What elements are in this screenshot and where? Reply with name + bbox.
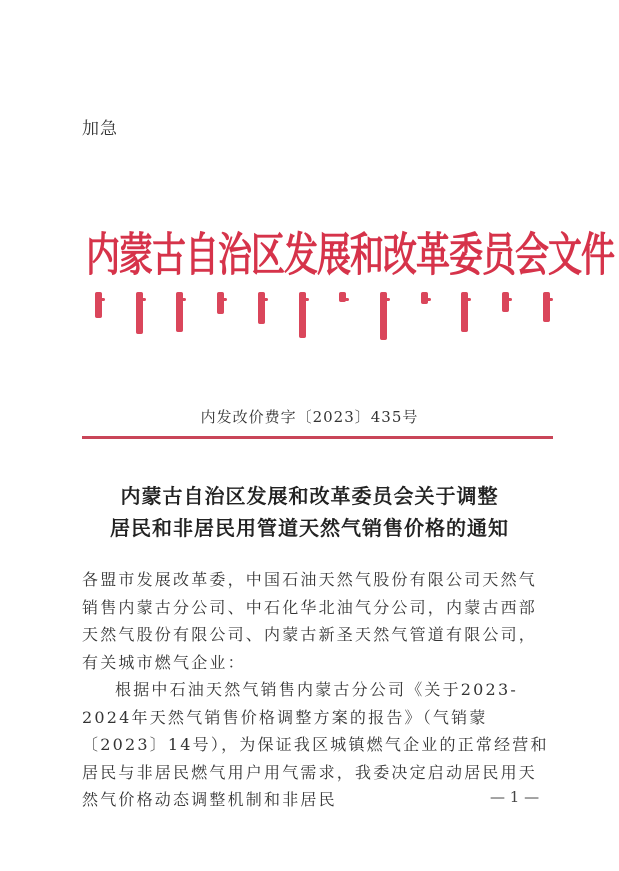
urgency-label: 加急: [82, 119, 118, 139]
page-number: — 1 —: [490, 788, 540, 806]
mongolian-glyph: [339, 292, 346, 302]
mongolian-glyph: [543, 292, 550, 322]
masthead-title: 内蒙古自治区发展和改革委员会文件: [86, 228, 614, 283]
notice-title-line-2: 居民和非居民用管道天然气销售价格的通知: [110, 516, 509, 540]
addressees-paragraph: 各盟市发展改革委，中国石油天然气股份有限公司天然气销售内蒙古分公司、中石化华北油气分公司，内蒙古西部天然气股份有限公司、内蒙古新圣天然气管道有限公司，有关城市燃气企业：: [82, 570, 538, 672]
mongolian-glyph: [217, 292, 224, 314]
mongolian-glyph: [502, 292, 509, 312]
document-number: 内发改价费字〔2023〕435号: [200, 408, 419, 426]
mongolian-glyph: [421, 292, 428, 304]
mongolian-glyph: [299, 292, 306, 338]
red-divider-line: [82, 436, 553, 439]
mongolian-glyph: [136, 292, 143, 334]
mongolian-glyph: [258, 292, 265, 324]
mongolian-script-masthead: [95, 292, 550, 342]
body-paragraph-1: 根据中石油天然气销售内蒙古分公司《关于2023-2024年天然气销售价格调整方案的报告》（气销蒙〔2023〕14号），为保证我区城镇燃气企业的正常经营和居民与非居民燃气用户用气需求，我委决定启动居民用天然气价格动态调整机制和非居民: [82, 680, 549, 809]
mongolian-glyph: [95, 292, 102, 318]
notice-title-line-1: 内蒙古自治区发展和改革委员会关于调整: [120, 484, 499, 508]
mongolian-glyph: [176, 292, 183, 332]
mongolian-glyph: [461, 292, 468, 332]
mongolian-glyph: [380, 292, 387, 340]
